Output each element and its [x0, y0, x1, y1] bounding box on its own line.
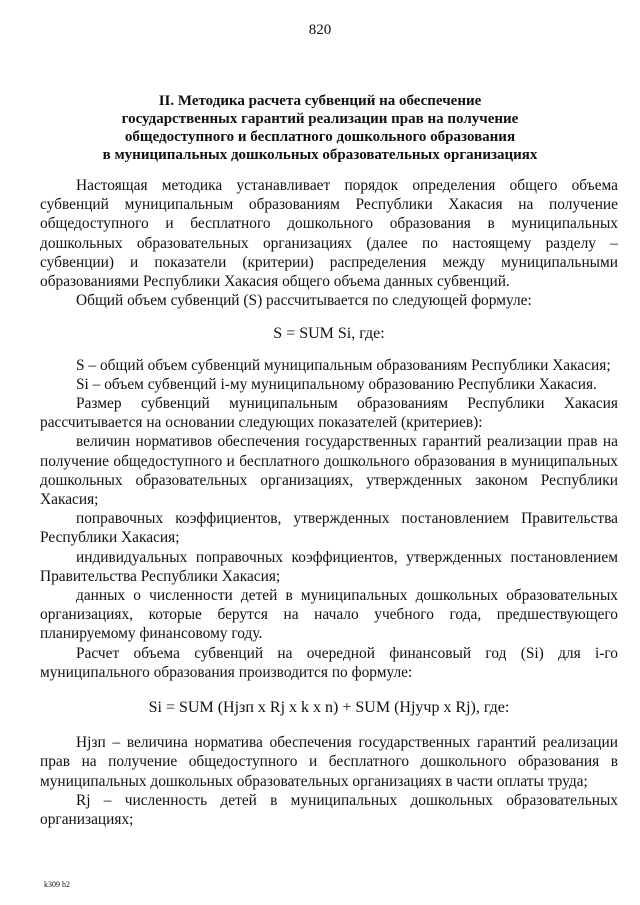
heading-line: государственных гарантий реализации прав на получение	[121, 111, 519, 127]
body-text	[40, 176, 618, 829]
page-number: 820	[308, 22, 332, 38]
formula: S = SUM Si, где:	[273, 325, 385, 343]
section-heading	[40, 92, 600, 164]
paragraph: Общий объем субвенций (S) рассчитывается по следующей формуле:	[76, 292, 532, 310]
paragraph: данных о численности детей в муниципальных дошкольных образовательных организациях, которые берутся на начало учебного года, предшествующего планируемому финансовому году.	[40, 587, 618, 643]
paragraph: величин нормативов обеспечения государственных гарантий реализации прав на получение общедоступного и бесплатного дошкольного образования в муниципальных дошкольных образовательных организациях, утвержденных законом Республики Хакасия;	[40, 433, 618, 509]
paragraph: Rj – численность детей в муниципальных дошкольных образовательных организациях;	[40, 791, 618, 829]
paragraph: Si – объем субвенций i-му муниципальному образованию Республики Хакасия.	[76, 375, 597, 393]
paragraph: S – общий объем субвенций муниципальным образованиям Республики Хакасия;	[76, 356, 611, 374]
heading-line: в муниципальных дошкольных образовательных организациях	[102, 147, 538, 163]
paragraph: Настоящая методика устанавливает порядок определения общего объема субвенций муниципальным образованиям Республики Хакасия на получение общедоступного и бесплатного дошкольного образования в муниципальных дошкольных образовательных организациях (далее по настоящему разделу – субвенции) и показатели (критерии) распределения между муниципальными образованиями Республики Хакасия общего объема данных субвенций.	[40, 177, 618, 291]
paragraph: поправочных коэффициентов, утвержденных постановлением Правительства Республики Хакасия;	[40, 510, 618, 547]
paragraph: Размер субвенций муниципальным образованиям Республики Хакасия рассчитывается на основании следующих показателей (критериев):	[40, 395, 618, 432]
heading-line: II. Методика расчета субвенций на обеспечение	[158, 93, 482, 109]
paragraph: индивидуальных поправочных коэффициентов, утвержденных постановлением Правительства Республики Хакасия;	[40, 548, 618, 585]
paragraph: Расчет объема субвенций на очередной финансовый год (Si) для i-го муниципального образования производится по формуле:	[40, 644, 618, 681]
heading-line: общедоступного и бесплатного дошкольного образования	[124, 129, 516, 145]
footer-code: k309 h2	[44, 880, 70, 889]
formula: Si = SUM (Hjзп x Rj x k x n) + SUM (Hjучр x Rj), где:	[148, 699, 510, 717]
paragraph: Hjзп – величина норматива обеспечения государственных гарантий реализации прав на получение общедоступного и бесплатного дошкольного образования в муниципальных дошкольных образовательных организациях в части оплаты труда;	[40, 734, 618, 790]
